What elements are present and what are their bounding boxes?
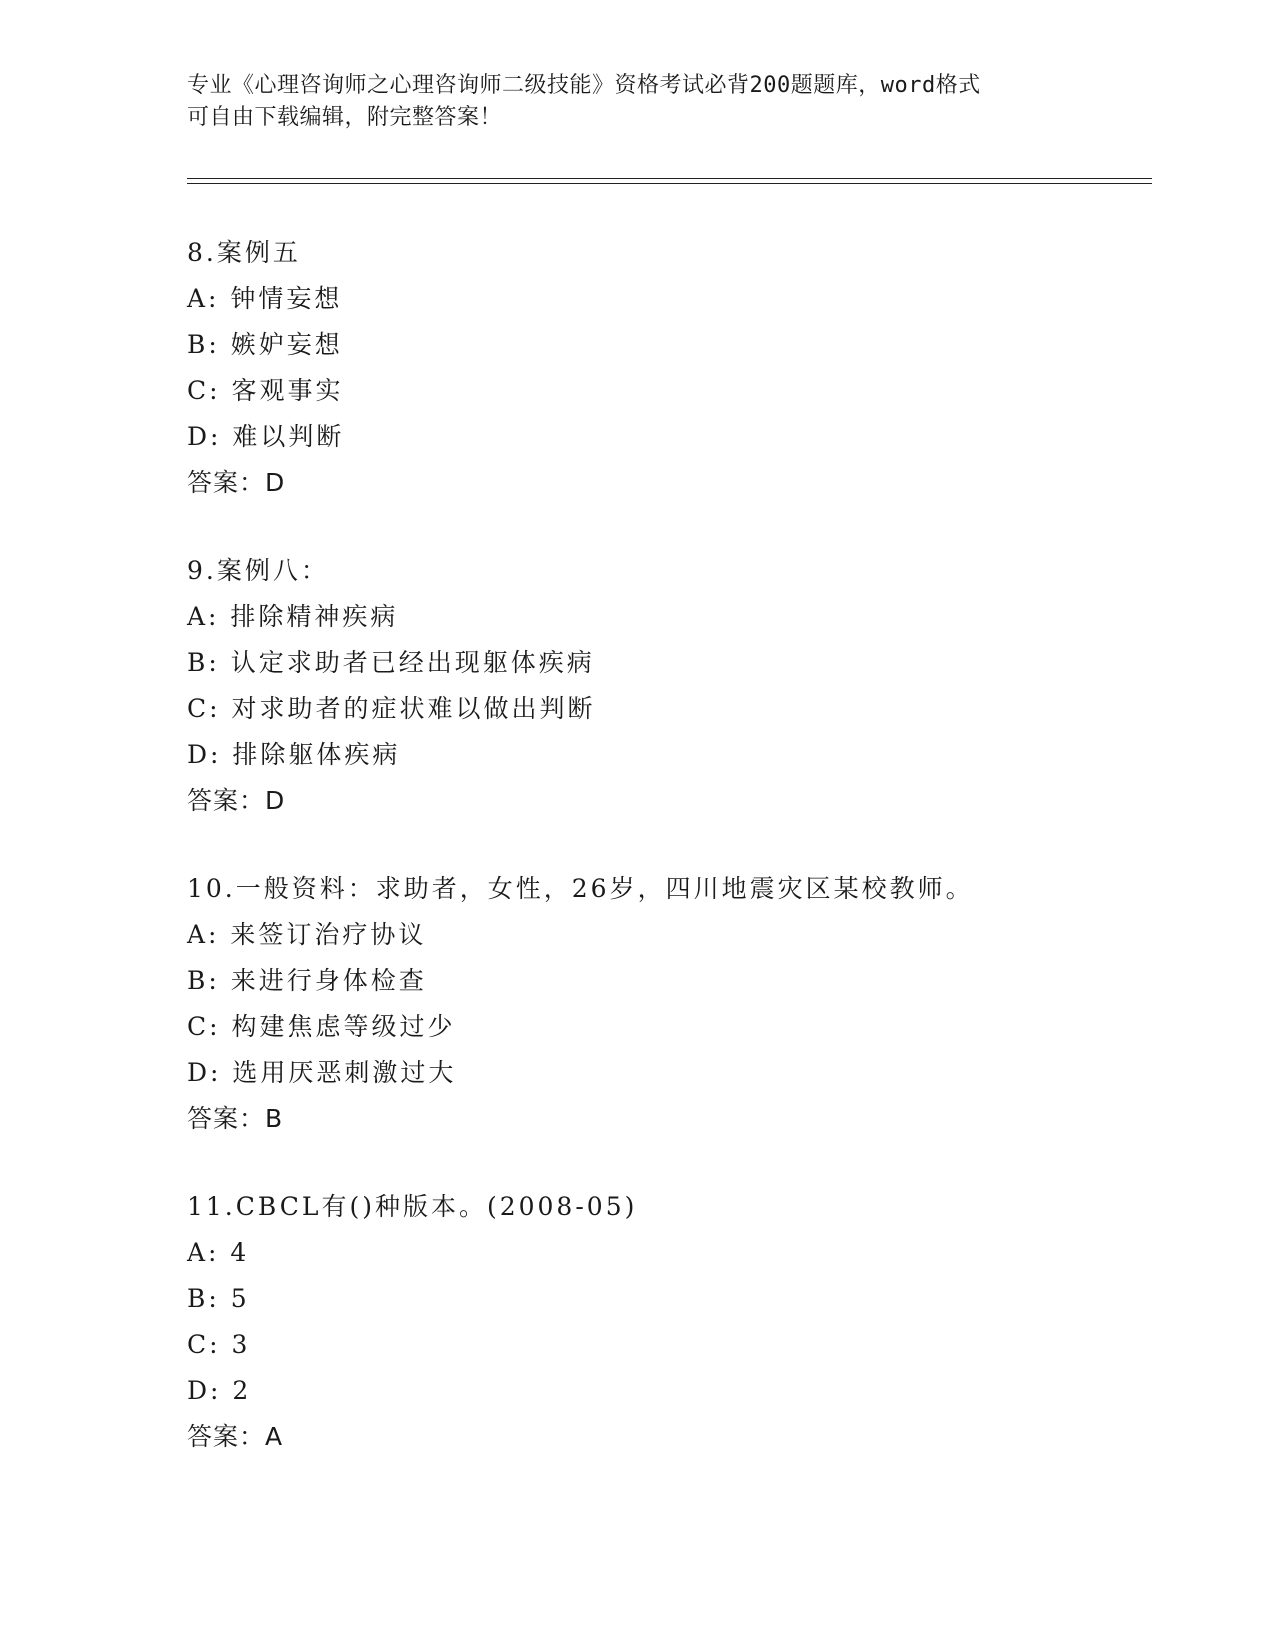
header-line-2: 可自由下载编辑，附完整答案！ bbox=[187, 105, 503, 130]
header-line-1: 专业《心理咨询师之心理咨询师二级技能》资格考试必背200题题库，word格式 bbox=[187, 73, 981, 98]
answer-key: 答案：D bbox=[187, 786, 286, 815]
document-header bbox=[187, 70, 1087, 134]
question-9 bbox=[187, 548, 1147, 824]
option-c: C: 3 bbox=[187, 1330, 251, 1359]
answer-key: 答案：D bbox=[187, 468, 286, 497]
option-a: A: 来签订治疗协议 bbox=[187, 920, 427, 949]
option-d: D: 难以判断 bbox=[187, 422, 345, 451]
option-a: A: 排除精神疾病 bbox=[187, 602, 399, 631]
question-list bbox=[187, 230, 1147, 1502]
question-10 bbox=[187, 866, 1147, 1142]
option-d: D: 排除躯体疾病 bbox=[187, 740, 401, 769]
question-11 bbox=[187, 1184, 1147, 1460]
question-stem: 11.CBCL有()种版本。(2008-05) bbox=[187, 1192, 638, 1221]
option-a: A: 4 bbox=[187, 1238, 250, 1267]
answer-key: 答案：B bbox=[187, 1104, 284, 1133]
option-b: B: 嫉妒妄想 bbox=[187, 330, 343, 359]
option-b: B: 5 bbox=[187, 1284, 250, 1313]
question-stem: 10.一般资料：求助者，女性，26岁，四川地震灾区某校教师。 bbox=[187, 874, 974, 903]
option-c: C: 对求助者的症状难以做出判断 bbox=[187, 694, 596, 723]
header-divider-bottom bbox=[187, 183, 1152, 184]
answer-key: 答案：A bbox=[187, 1422, 284, 1451]
option-d: D: 2 bbox=[187, 1376, 252, 1405]
question-8 bbox=[187, 230, 1147, 506]
question-stem: 8.案例五 bbox=[187, 238, 301, 267]
header-divider-top bbox=[187, 178, 1152, 179]
option-b: B: 认定求助者已经出现躯体疾病 bbox=[187, 648, 595, 677]
option-d: D: 选用厌恶刺激过大 bbox=[187, 1058, 457, 1087]
option-b: B: 来进行身体检查 bbox=[187, 966, 427, 995]
option-a: A: 钟情妄想 bbox=[187, 284, 343, 313]
option-c: C: 客观事实 bbox=[187, 376, 344, 405]
option-c: C: 构建焦虑等级过少 bbox=[187, 1012, 456, 1041]
question-stem: 9.案例八： bbox=[187, 556, 329, 585]
